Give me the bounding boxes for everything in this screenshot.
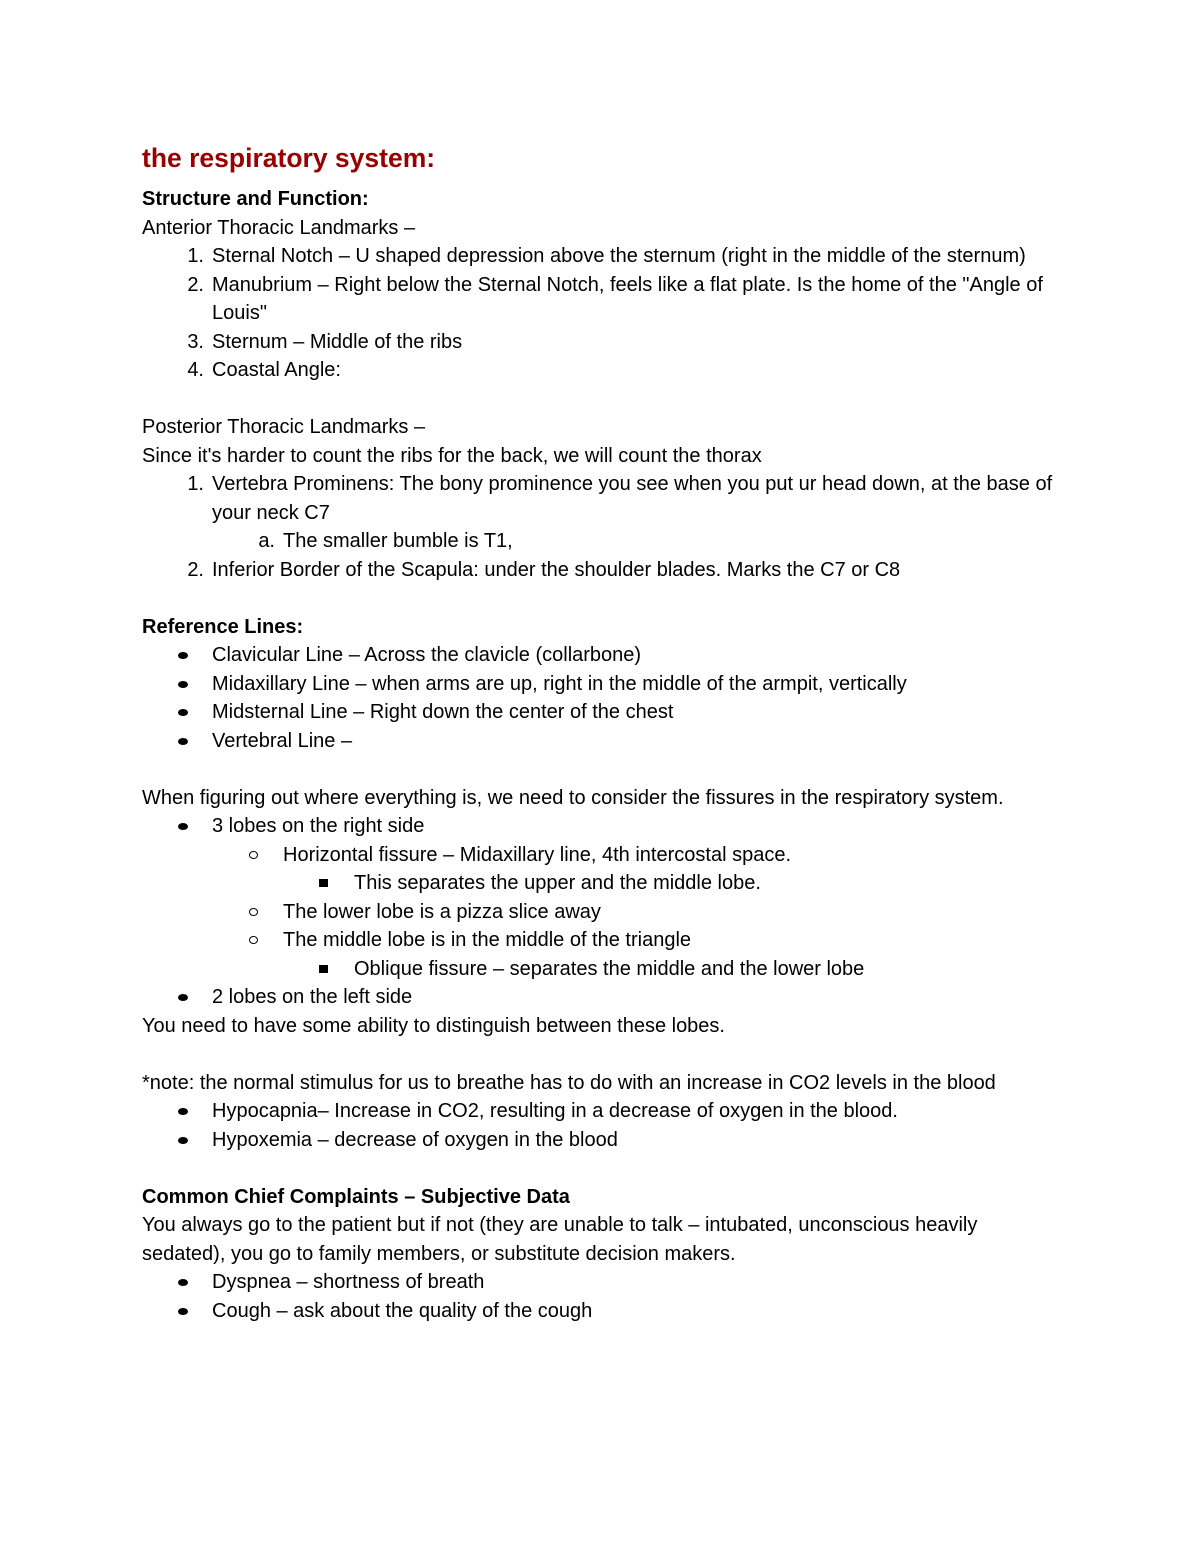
list-item xyxy=(142,1097,1062,1126)
list-text: Hypoxemia – decrease of oxygen in the blood xyxy=(212,1128,618,1151)
list-item xyxy=(142,556,1062,585)
bullet-square-icon xyxy=(319,965,328,973)
list-item xyxy=(142,926,1062,955)
bullet-square-icon xyxy=(319,879,328,887)
document-content xyxy=(142,141,1062,1325)
bullet-disc-icon xyxy=(178,1108,188,1115)
anterior-heading: Anterior Thoracic Landmarks – xyxy=(142,216,416,239)
bullet-circle-icon xyxy=(249,908,258,916)
list-text: 2 lobes on the left side xyxy=(212,986,413,1008)
list-text: Sternum – Middle of the ribs xyxy=(212,330,463,353)
bullet-disc-icon xyxy=(178,709,188,716)
list-text: Vertebral Line – xyxy=(212,729,353,752)
bullet-disc-icon xyxy=(178,1308,188,1315)
list-text: Vertebra Prominens: The bony prominence you see when you put ur head down, at the base of your neck C7 xyxy=(212,473,1053,524)
list-letter: a. xyxy=(258,530,275,552)
list-text: Midsternal Line – Right down the center of the chest xyxy=(212,701,674,723)
list-text: Midaxillary Line – when arms are up, right in the middle of the armpit, vertically xyxy=(212,672,907,695)
list-text: Dyspnea – shortness of breath xyxy=(212,1271,485,1293)
bullet-circle-icon xyxy=(249,936,258,944)
list-item xyxy=(142,641,1062,670)
list-item xyxy=(142,527,1062,556)
spacer xyxy=(142,1040,1062,1069)
list-text: The smaller bumble is T1, xyxy=(283,530,513,552)
spacer xyxy=(142,385,1062,414)
list-item xyxy=(142,1297,1062,1326)
note-text: *note: the normal stimulus for us to breathe has to do with an increase in CO2 levels in the blood xyxy=(142,1071,996,1094)
list-text: Horizontal fissure – Midaxillary line, 4th intercostal space. xyxy=(283,843,791,866)
list-item xyxy=(142,841,1062,870)
posterior-heading: Posterior Thoracic Landmarks – xyxy=(142,416,426,438)
list-number: 1. xyxy=(187,473,204,495)
reference-list xyxy=(142,641,1062,755)
list-text: Hypocapnia– Increase in CO2, resulting in a decrease of oxygen in the blood. xyxy=(212,1100,898,1122)
list-item xyxy=(142,955,1062,984)
anterior-list xyxy=(142,242,1062,385)
list-item xyxy=(142,470,1062,527)
bullet-disc-icon xyxy=(178,738,188,745)
list-item xyxy=(142,869,1062,898)
page-title: the respiratory system: xyxy=(142,143,436,173)
list-number: 2. xyxy=(187,558,204,581)
list-text: Cough – ask about the quality of the cough xyxy=(212,1299,593,1322)
list-text: Oblique fissure – separates the middle and the lower lobe xyxy=(354,957,865,980)
list-number: 2. xyxy=(187,273,204,296)
list-item xyxy=(142,242,1062,271)
list-item xyxy=(142,670,1062,699)
bullet-disc-icon xyxy=(178,823,188,830)
list-text: Clavicular Line – Across the clavicle (collarbone) xyxy=(212,644,642,666)
posterior-list xyxy=(142,470,1062,584)
list-item xyxy=(142,898,1062,927)
bullet-disc-icon xyxy=(178,652,188,659)
note-list xyxy=(142,1097,1062,1154)
spacer xyxy=(142,584,1062,613)
list-text: Sternal Notch – U shaped depression above the sternum (right in the middle of the sternum) xyxy=(212,245,1026,267)
complaints-list xyxy=(142,1268,1062,1325)
distinguish-text: You need to have some ability to distinguish between these lobes. xyxy=(142,1014,725,1037)
fissures-list xyxy=(142,812,1062,1012)
list-item xyxy=(142,1126,1062,1155)
list-item xyxy=(142,812,1062,841)
reference-heading: Reference Lines: xyxy=(142,615,304,638)
list-number: 1. xyxy=(187,245,204,267)
list-item xyxy=(142,328,1062,357)
list-item xyxy=(142,698,1062,727)
list-item xyxy=(142,727,1062,756)
list-number: 3. xyxy=(187,330,204,353)
spacer xyxy=(142,1154,1062,1183)
bullet-disc-icon xyxy=(178,1279,188,1286)
complaints-heading: Common Chief Complaints – Subjective Data xyxy=(142,1185,570,1208)
fissures-intro: When figuring out where everything is, we need to consider the fissures in the respiratory system. xyxy=(142,786,1004,809)
list-text: 3 lobes on the right side xyxy=(212,815,425,837)
list-text: Inferior Border of the Scapula: under the shoulder blades. Marks the C7 or C8 xyxy=(212,558,901,581)
list-item xyxy=(142,983,1062,1012)
bullet-disc-icon xyxy=(178,1137,188,1144)
posterior-intro: Since it's harder to count the ribs for the back, we will count the thorax xyxy=(142,444,762,467)
list-item xyxy=(142,271,1062,328)
list-item xyxy=(142,356,1062,385)
bullet-circle-icon xyxy=(249,851,258,859)
spacer xyxy=(142,755,1062,784)
list-text: Coastal Angle: xyxy=(212,359,341,381)
complaints-intro: You always go to the patient but if not (they are unable to talk – intubated, unconscious heavily sedated), you go to family members, or substitute decision makers. xyxy=(142,1214,978,1265)
list-text: This separates the upper and the middle lobe. xyxy=(354,872,761,894)
list-item xyxy=(142,1268,1062,1297)
bullet-disc-icon xyxy=(178,994,188,1001)
structure-heading: Structure and Function: xyxy=(142,188,369,210)
bullet-disc-icon xyxy=(178,681,188,688)
list-text: The middle lobe is in the middle of the triangle xyxy=(283,929,692,951)
list-number: 4. xyxy=(187,359,204,381)
list-text: The lower lobe is a pizza slice away xyxy=(283,900,601,923)
list-text: Manubrium – Right below the Sternal Notch, feels like a flat plate. Is the home of the "Angle of Louis" xyxy=(212,273,1043,324)
